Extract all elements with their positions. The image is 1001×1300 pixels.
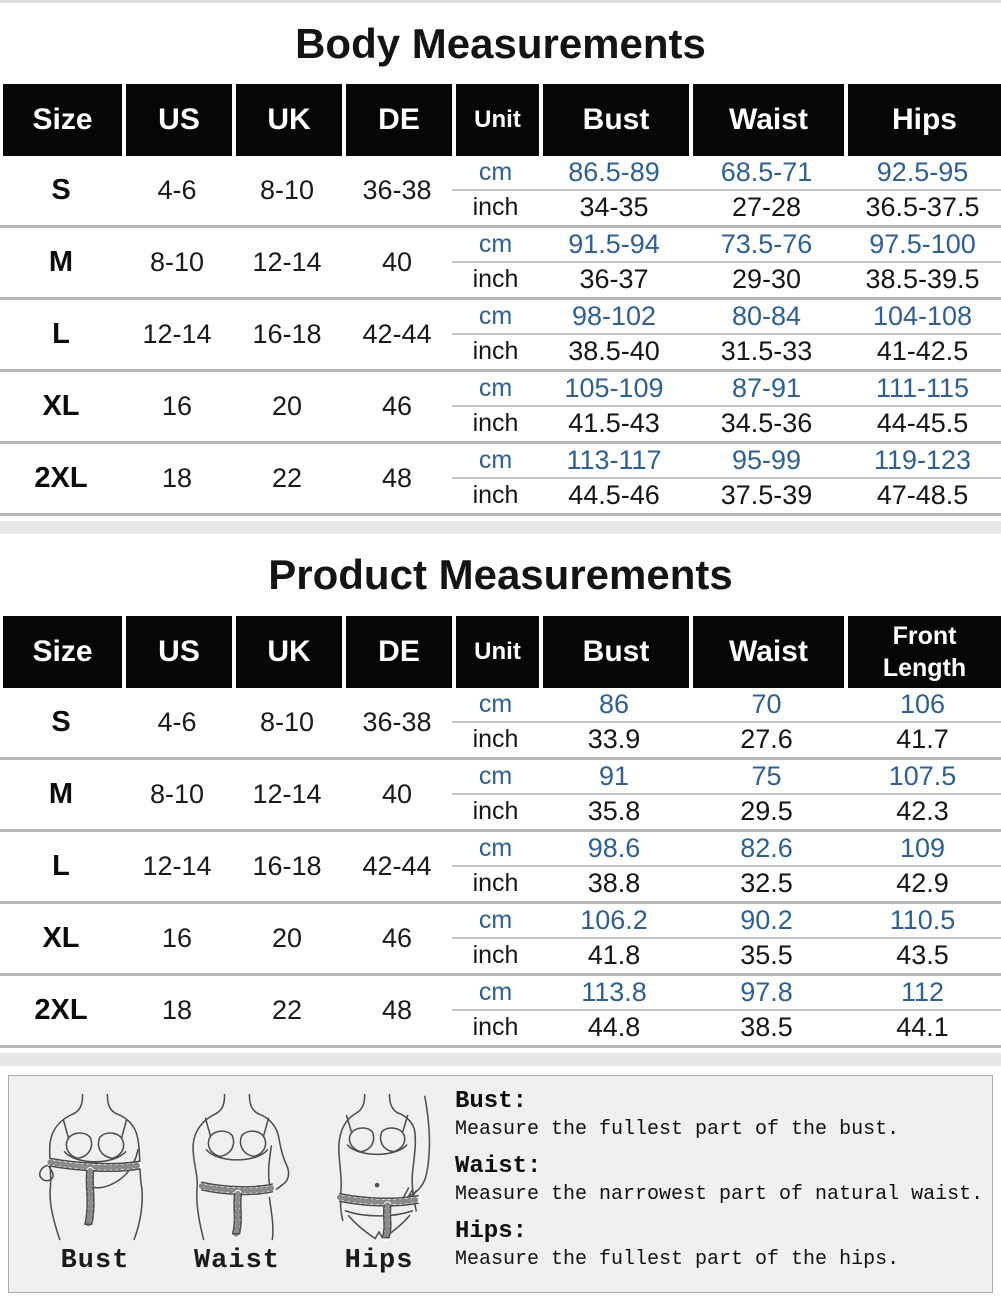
size-cell: M xyxy=(48,778,74,810)
uk-cell: 12-14 xyxy=(252,779,322,809)
waist-inch-value: 27.6 xyxy=(740,724,793,755)
header-bust: Bust xyxy=(539,84,689,156)
header-unit: Unit xyxy=(452,616,539,688)
size-cell: XL xyxy=(42,922,80,954)
front-length-cm-value: 109 xyxy=(844,832,1001,867)
de-cell: 40 xyxy=(381,779,413,809)
body-measurements-section xyxy=(0,3,1001,534)
table-row xyxy=(0,760,1001,832)
table-row xyxy=(0,372,1001,444)
unit-cm-label: cm xyxy=(452,228,539,263)
table-end-bar xyxy=(0,521,1001,534)
size-cell: S xyxy=(51,706,71,738)
hips-figure-label: Hips xyxy=(344,1246,414,1276)
unit-inch-label: inch xyxy=(472,337,519,366)
uk-cell: 20 xyxy=(271,391,303,421)
waist-cm-value: 73.5-76 xyxy=(689,228,844,263)
header-uk: UK xyxy=(232,616,342,688)
front-length-cm-value: 110.5 xyxy=(844,904,1001,939)
hips-cm-value: 119-123 xyxy=(844,444,1001,479)
body-table-body xyxy=(0,156,1001,516)
waist-inch-value: 27-28 xyxy=(731,192,802,223)
bust-inch-value: 36-37 xyxy=(579,264,649,295)
bust-inch-value: 38.5-40 xyxy=(568,336,660,367)
guide-note-description: Measure the narrowest part of natural waist. xyxy=(455,1183,984,1206)
bust-cm-value: 91 xyxy=(539,760,689,795)
unit-inch-label: inch xyxy=(472,1013,519,1042)
us-cell: 16 xyxy=(161,923,193,953)
guide-note xyxy=(455,1153,986,1206)
product-table-header-row xyxy=(0,616,1001,688)
guide-note-term: Hips: xyxy=(455,1218,528,1245)
header-uk: UK xyxy=(232,84,342,156)
header-us: US xyxy=(122,84,232,156)
table-row xyxy=(0,228,1001,300)
waist-inch-value: 38.5 xyxy=(740,1012,793,1043)
waist-cm-value: 68.5-71 xyxy=(689,156,844,191)
us-cell: 8-10 xyxy=(149,779,205,809)
bust-cm-value: 106.2 xyxy=(539,904,689,939)
us-cell: 4-6 xyxy=(157,707,197,737)
waist-inch-value: 35.5 xyxy=(740,940,793,971)
bust-inch-value: 41.8 xyxy=(587,940,641,971)
bust-cm-value: 98-102 xyxy=(539,300,689,335)
bust-inch-value: 35.8 xyxy=(587,796,641,827)
uk-cell: 16-18 xyxy=(252,851,322,881)
de-cell: 36-38 xyxy=(362,175,432,205)
hips-cm-value: 104-108 xyxy=(844,300,1001,335)
guide-note-term: Bust: xyxy=(455,1088,528,1115)
table-row xyxy=(0,156,1001,228)
header-bust: Bust xyxy=(539,616,689,688)
size-cell: M xyxy=(48,246,74,278)
product-table-body xyxy=(0,688,1001,1048)
header-front-length: Front Length xyxy=(844,616,1001,688)
bust-figure-label: Bust xyxy=(60,1246,130,1276)
hips-cm-value: 97.5-100 xyxy=(844,228,1001,263)
table-row xyxy=(0,904,1001,976)
size-cell: L xyxy=(52,318,70,350)
us-cell: 12-14 xyxy=(142,851,212,881)
uk-cell: 20 xyxy=(271,923,303,953)
unit-cm-label: cm xyxy=(452,688,539,723)
guide-note xyxy=(455,1218,986,1271)
header-waist: Waist xyxy=(689,84,844,156)
header-de: DE xyxy=(342,616,452,688)
front-length-cm-value: 107.5 xyxy=(844,760,1001,795)
measuring-guide-panel xyxy=(8,1075,993,1293)
size-cell: XL xyxy=(42,390,80,422)
de-cell: 40 xyxy=(381,247,413,277)
front-length-cm-value: 106 xyxy=(844,688,1001,723)
us-cell: 18 xyxy=(161,463,193,493)
bust-cm-value: 86 xyxy=(539,688,689,723)
hips-inch-value: 38.5-39.5 xyxy=(865,264,980,295)
hips-illustration xyxy=(317,1088,441,1246)
hips-inch-value: 36.5-37.5 xyxy=(865,192,980,223)
size-cell: 2XL xyxy=(34,994,88,1026)
table-end-bar xyxy=(0,1053,1001,1066)
unit-inch-label: inch xyxy=(472,725,519,754)
table-row xyxy=(0,444,1001,516)
bust-cm-value: 91.5-94 xyxy=(539,228,689,263)
de-cell: 48 xyxy=(381,463,413,493)
waist-inch-value: 34.5-36 xyxy=(720,408,813,439)
body-table-title: Body Measurements xyxy=(295,19,706,67)
waist-inch-value: 31.5-33 xyxy=(720,336,813,367)
hips-cm-value: 92.5-95 xyxy=(844,156,1001,191)
unit-cm-label: cm xyxy=(452,156,539,191)
de-cell: 42-44 xyxy=(362,319,432,349)
unit-inch-label: inch xyxy=(472,409,519,438)
hips-figure xyxy=(315,1088,443,1292)
waist-cm-value: 75 xyxy=(689,760,844,795)
waist-cm-value: 95-99 xyxy=(689,444,844,479)
waist-cm-value: 82.6 xyxy=(689,832,844,867)
table-row xyxy=(0,976,1001,1048)
unit-cm-label: cm xyxy=(452,444,539,479)
front-length-inch-value: 43.5 xyxy=(896,940,949,971)
waist-cm-value: 97.8 xyxy=(689,976,844,1011)
size-cell: L xyxy=(52,850,70,882)
waist-figure xyxy=(173,1088,301,1292)
unit-inch-label: inch xyxy=(472,797,519,826)
bust-inch-value: 44.5-46 xyxy=(568,480,660,511)
body-table-header-row xyxy=(0,84,1001,156)
table-row xyxy=(0,688,1001,760)
bust-cm-value: 86.5-89 xyxy=(539,156,689,191)
bust-cm-value: 113-117 xyxy=(539,444,689,479)
bust-inch-value: 33.9 xyxy=(587,724,641,755)
de-cell: 46 xyxy=(381,923,413,953)
waist-inch-value: 29-30 xyxy=(731,264,802,295)
de-cell: 46 xyxy=(381,391,413,421)
bust-inch-value: 38.8 xyxy=(587,868,641,899)
unit-cm-label: cm xyxy=(452,760,539,795)
bust-inch-value: 34-35 xyxy=(579,192,649,223)
unit-inch-label: inch xyxy=(472,193,519,222)
us-cell: 18 xyxy=(161,995,193,1025)
waist-cm-value: 87-91 xyxy=(689,372,844,407)
bust-figure xyxy=(31,1088,159,1292)
guide-notes xyxy=(443,1076,992,1292)
bust-illustration xyxy=(33,1088,157,1246)
header-size: Size xyxy=(0,616,122,688)
unit-cm-label: cm xyxy=(452,300,539,335)
uk-cell: 8-10 xyxy=(259,175,315,205)
front-length-cm-value: 112 xyxy=(844,976,1001,1011)
uk-cell: 16-18 xyxy=(252,319,322,349)
unit-cm-label: cm xyxy=(452,904,539,939)
uk-cell: 12-14 xyxy=(252,247,322,277)
waist-inch-value: 32.5 xyxy=(740,868,793,899)
bust-cm-value: 113.8 xyxy=(539,976,689,1011)
header-de: DE xyxy=(342,84,452,156)
unit-inch-label: inch xyxy=(472,869,519,898)
guide-note xyxy=(455,1088,986,1141)
unit-cm-label: cm xyxy=(452,976,539,1011)
product-measurements-table xyxy=(0,616,1001,1066)
uk-cell: 22 xyxy=(271,463,303,493)
front-length-inch-value: 41.7 xyxy=(896,724,949,755)
front-length-inch-value: 42.3 xyxy=(896,796,949,827)
unit-inch-label: inch xyxy=(472,481,519,510)
uk-cell: 22 xyxy=(271,995,303,1025)
hips-cm-value: 111-115 xyxy=(844,372,1001,407)
hips-inch-value: 41-42.5 xyxy=(876,336,969,367)
size-cell: 2XL xyxy=(34,462,88,494)
size-cell: S xyxy=(51,174,71,206)
header-size: Size xyxy=(0,84,122,156)
guide-note-description: Measure the fullest part of the bust. xyxy=(455,1118,900,1141)
header-waist: Waist xyxy=(689,616,844,688)
table-row xyxy=(0,300,1001,372)
us-cell: 4-6 xyxy=(157,175,197,205)
de-cell: 36-38 xyxy=(362,707,432,737)
us-cell: 12-14 xyxy=(142,319,212,349)
bust-inch-value: 44.8 xyxy=(587,1012,641,1043)
front-length-inch-value: 42.9 xyxy=(896,868,949,899)
hips-inch-value: 47-48.5 xyxy=(876,480,969,511)
unit-inch-label: inch xyxy=(472,265,519,294)
table-row xyxy=(0,832,1001,904)
guide-figures xyxy=(9,1076,443,1292)
front-length-inch-value: 44.1 xyxy=(896,1012,949,1043)
us-cell: 16 xyxy=(161,391,193,421)
header-unit: Unit xyxy=(452,84,539,156)
bust-inch-value: 41.5-43 xyxy=(568,408,660,439)
waist-inch-value: 29.5 xyxy=(740,796,793,827)
waist-figure-label: Waist xyxy=(193,1246,280,1276)
bust-cm-value: 98.6 xyxy=(539,832,689,867)
waist-cm-value: 70 xyxy=(689,688,844,723)
body-measurements-table xyxy=(0,84,1001,534)
waist-cm-value: 80-84 xyxy=(689,300,844,335)
us-cell: 8-10 xyxy=(149,247,205,277)
product-table-title: Product Measurements xyxy=(268,551,733,598)
de-cell: 48 xyxy=(381,995,413,1025)
unit-inch-label: inch xyxy=(472,941,519,970)
header-us: US xyxy=(122,616,232,688)
de-cell: 42-44 xyxy=(362,851,432,881)
waist-inch-value: 37.5-39 xyxy=(720,480,813,511)
guide-note-description: Measure the fullest part of the hips. xyxy=(455,1248,900,1271)
unit-cm-label: cm xyxy=(452,832,539,867)
hips-inch-value: 44-45.5 xyxy=(876,408,969,439)
product-measurements-section xyxy=(0,534,1001,1066)
header-hips: Hips xyxy=(844,84,1001,156)
bust-cm-value: 105-109 xyxy=(539,372,689,407)
waist-cm-value: 90.2 xyxy=(689,904,844,939)
unit-cm-label: cm xyxy=(452,372,539,407)
uk-cell: 8-10 xyxy=(259,707,315,737)
guide-note-term: Waist: xyxy=(455,1153,542,1180)
waist-illustration xyxy=(175,1088,299,1246)
